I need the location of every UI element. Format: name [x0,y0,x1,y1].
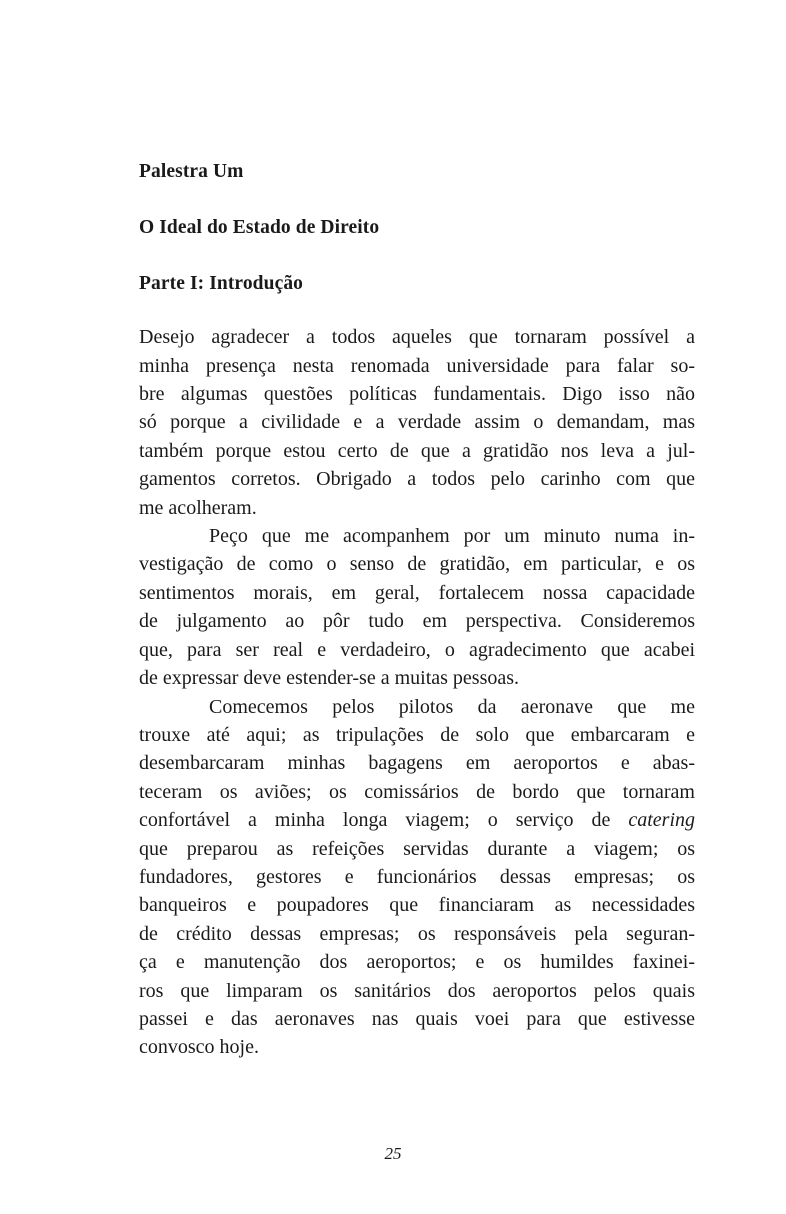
text-line: que preparou as refeições servidas durante a viagem; os [139,837,695,860]
text-line: de crédito dessas empresas; os responsáveis pela seguran- [139,922,695,945]
text-line: Peço que me acompanhem por um minuto numa in- [209,525,695,548]
text-line: gamentos corretos. Obrigado a todos pelo carinho com que [139,468,695,491]
paragraph-2 [139,522,695,692]
text-line: passei e das aeronaves nas quais voei para que estivesse [139,1007,695,1030]
text-line: Comecemos pelos pilotos da aeronave que me [209,695,695,718]
section-heading: Parte I: Introdução [139,272,304,294]
text-line: bre algumas questões políticas fundamentais. Digo isso não [139,383,695,406]
text-line: Desejo agradecer a todos aqueles que tornaram possível a [139,326,695,349]
text-line: fundadores, gestores e funcionários dessas empresas; os [139,865,695,888]
text-line: vestigação de como o senso de gratidão, em particular, e os [139,553,695,576]
lecture-label: Palestra Um [139,161,244,182]
text-line: ros que limparam os sanitários dos aeroportos pelos quais [139,979,695,1002]
text-line: me acolheram. [139,496,257,519]
text-line: que, para ser real e verdadeiro, o agradecimento que acabei [139,638,695,661]
text-line: banqueiros e poupadores que financiaram as necessidades [139,894,695,917]
text-line: trouxe até aqui; as tripulações de solo que embarcaram e [139,723,695,746]
page-text-block [139,158,695,1062]
text-line: de julgamento ao pôr tudo em perspectiva. Consideremos [139,610,695,633]
text-line: desembarcaram minhas bagagens em aeroportos e abas- [139,752,695,775]
page-title: O Ideal do Estado de Direito [139,216,380,238]
text-line: teceram os aviões; os comissários de bordo que tornaram [139,780,695,803]
text-line: de expressar deve estender-se a muitas pessoas. [139,667,520,690]
text-line: convosco hoje. [139,1036,259,1059]
text-line: sentimentos morais, em geral, fortalecem nossa capacidade [139,581,695,604]
text-line-segment: confortável a minha longa viagem; o serviço de [139,809,629,832]
text-line: também porque estou certo de que a gratidão nos leva a jul- [139,439,695,462]
paragraph-3 [139,693,695,1062]
text-line: minha presença nesta renomada universidade para falar so- [139,354,695,377]
page-number: 25 [384,1144,402,1163]
text-line-with-italic [139,806,695,834]
text-line: ça e manutenção dos aeroportos; e os humildes faxinei- [139,951,695,974]
italic-term: catering [628,809,695,832]
text-line: só porque a civilidade e a verdade assim o demandam, mas [139,411,695,434]
paragraph-1 [139,323,695,522]
